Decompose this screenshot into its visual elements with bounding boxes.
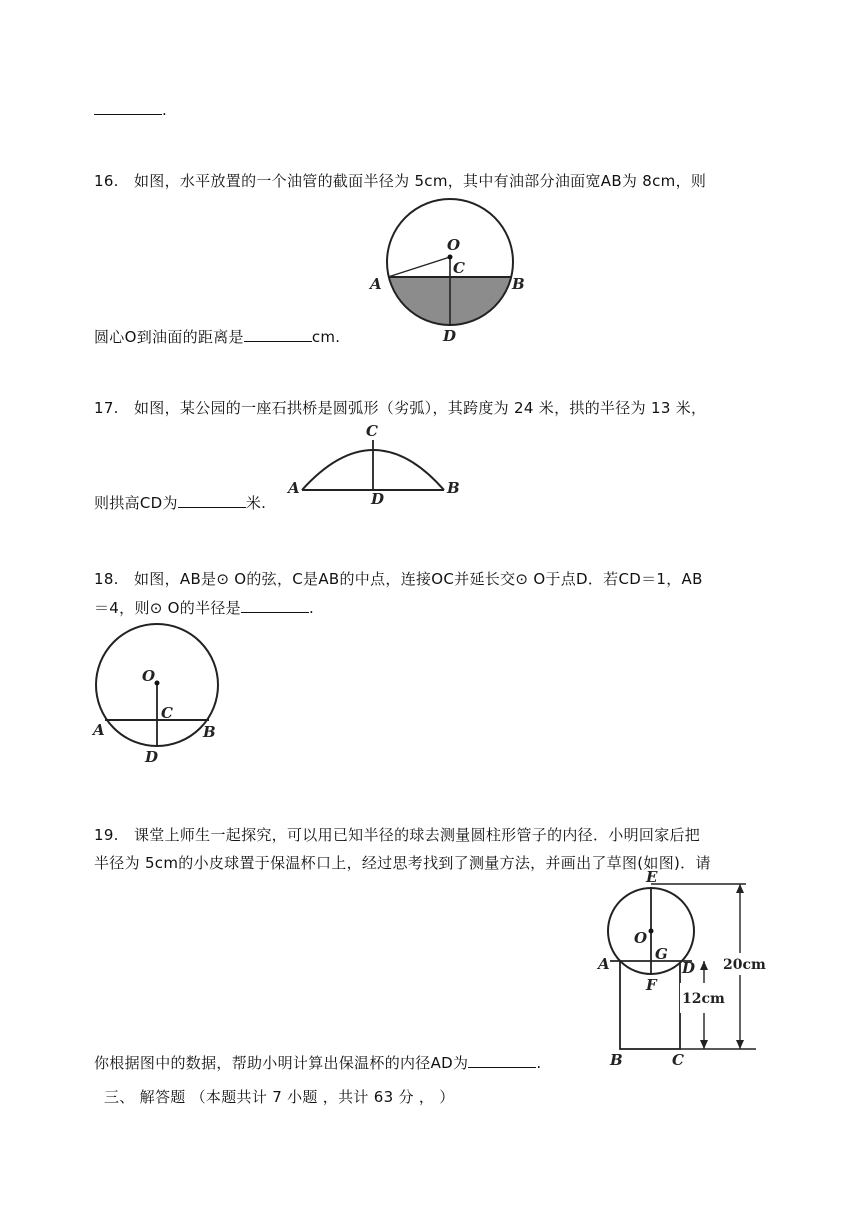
q19-arrow-up-small <box>700 961 708 970</box>
q19-label-o: O <box>634 929 648 947</box>
q16-label-b: B <box>512 275 525 293</box>
q16-line1 <box>94 170 706 191</box>
q17-label-a: A <box>288 479 300 497</box>
section-3-title: 三、 解答题 （本题共计 7 小题 ，共计 63 分 ， ） <box>104 1088 455 1106</box>
prev-answer-line <box>94 100 167 119</box>
q19-center-dot <box>649 929 654 934</box>
q19-line3-text: 你根据图中的数据，帮助小明计算出保温杯的内径AD为 <box>94 1054 469 1072</box>
q17-label-c: C <box>366 422 378 440</box>
q18-line2-text: ＝4，则⊙ O的半径是 <box>94 599 241 617</box>
q16-label-d: D <box>443 327 457 345</box>
q19-arrow-down <box>736 1040 744 1049</box>
q16-unit: cm. <box>311 328 341 346</box>
q19-figure <box>596 865 776 1070</box>
q19-answer-blank[interactable] <box>468 1053 536 1068</box>
q19-label-e: E <box>646 868 658 886</box>
q17-figure <box>282 420 467 510</box>
q16-center-dot <box>448 255 453 260</box>
q19-label-a: A <box>598 955 610 973</box>
q19-line1 <box>94 824 700 845</box>
q19-arrow-down-small <box>700 1040 708 1049</box>
q16-answer-blank[interactable] <box>244 327 312 342</box>
q18-label-d: D <box>145 748 159 766</box>
period: . <box>536 1054 542 1072</box>
q16-line2-text: 圆心O到油面的距离是 <box>94 328 244 346</box>
q19-text-2: 半径为 5cm的小皮球置于保温杯口上，经过思考找到了测量方法，并画出了草图(如图)．请 <box>94 854 711 872</box>
q18-text: 如图，AB是⊙ O的弦，C是AB的中点，连接OC并延长交⊙ O于点D．若CD＝1，AB <box>133 570 703 588</box>
q19-dim-12cm: 12cm <box>682 991 725 1007</box>
q16-label-c: C <box>453 259 465 277</box>
q17-unit: 米. <box>245 494 267 512</box>
q17-line2-text: 则拱高CD为 <box>94 494 178 512</box>
q19-line3 <box>94 1052 541 1073</box>
q16-radius-oa <box>388 257 450 277</box>
q19-label-c: C <box>672 1051 684 1069</box>
q17-line2 <box>94 492 266 513</box>
q18-label-b: B <box>203 723 216 741</box>
answer-blank <box>94 100 162 115</box>
q17-line1 <box>94 397 706 418</box>
period: . <box>309 599 315 617</box>
q18-label-o: O <box>142 667 156 685</box>
q16-number: 16. <box>94 172 119 190</box>
q17-label-d: D <box>371 490 385 508</box>
q16-label-o: O <box>447 236 461 254</box>
q17-text: 如图，某公园的一座石拱桥是圆弧形（劣弧），其跨度为 24 米，拱的半径为 13 米， <box>133 399 707 417</box>
q16-text: 如图，水平放置的一个油管的截面半径为 5cm，其中有油部分油面宽AB为 8cm，则 <box>133 172 707 190</box>
q17-number: 17. <box>94 399 119 417</box>
q18-number: 18. <box>94 570 119 588</box>
q16-line2 <box>94 326 340 347</box>
q19-number: 19. <box>94 826 119 844</box>
q18-line1 <box>94 568 703 589</box>
q18-label-a: A <box>93 721 105 739</box>
q16-figure <box>360 195 540 345</box>
q18-answer-blank[interactable] <box>241 598 309 613</box>
q18-label-c: C <box>161 704 173 722</box>
q19-text: 课堂上师生一起探究，可以用已知半径的球去测量圆柱形管子的内径．小明回家后把 <box>133 826 701 844</box>
q19-label-f: F <box>646 976 657 994</box>
q18-center-dot <box>155 681 160 686</box>
q18-figure <box>85 622 235 772</box>
q18-line2 <box>94 597 314 618</box>
q19-label-g: G <box>655 945 668 963</box>
q17-label-b: B <box>447 479 460 497</box>
q16-label-a: A <box>370 275 382 293</box>
q19-label-b: B <box>610 1051 623 1069</box>
period: . <box>162 101 168 119</box>
q17-answer-blank[interactable] <box>178 493 246 508</box>
q19-label-d: D <box>682 959 696 977</box>
q19-dim-20cm: 20cm <box>723 957 766 973</box>
section-3-heading <box>104 1086 455 1107</box>
q19-arrow-up <box>736 884 744 893</box>
